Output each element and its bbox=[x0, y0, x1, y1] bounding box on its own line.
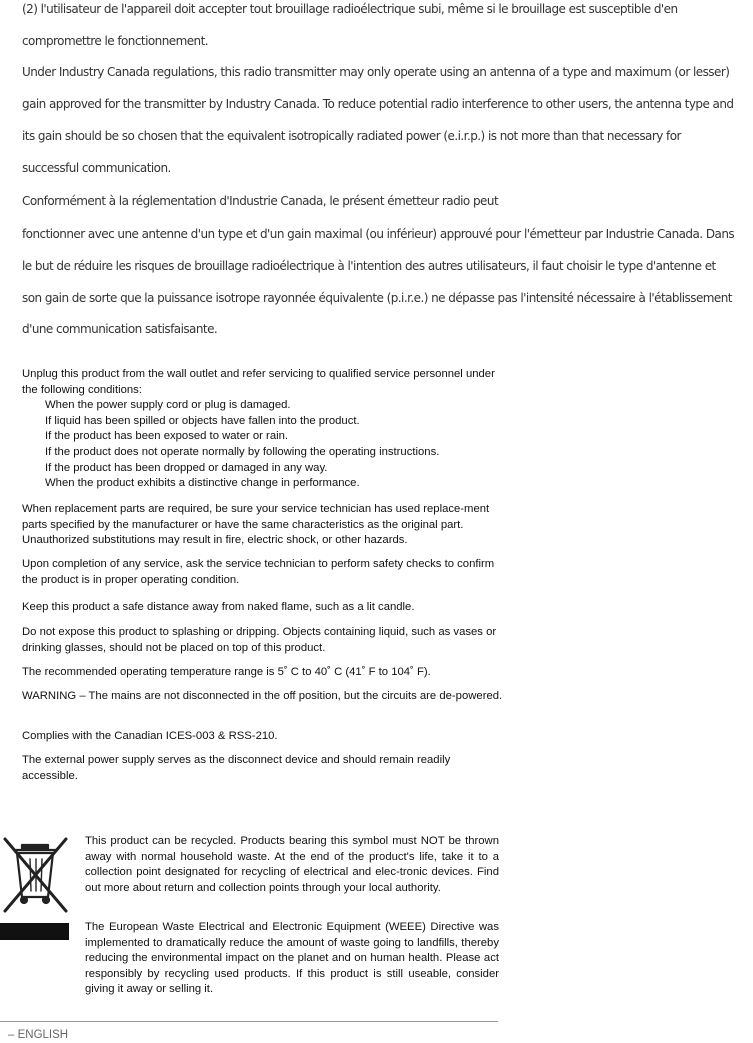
notice-line: (2) l'utilisateur de l'appareil doit accepter tout brouillage radioélectrique subi, même si le brouillage est susceptible d'en bbox=[22, 2, 678, 16]
service-completion-text: Upon completion of any service, ask the service technician to perform safety checks to confirm the product is in proper operating condition. bbox=[22, 558, 495, 586]
page-footer-language: – ENGLISH bbox=[8, 1029, 69, 1041]
power-supply-text: The external power supply serves as the disconnect device and should remain readily accessible. bbox=[22, 754, 451, 782]
mains-warning-text: WARNING – The mains are not disconnected in the off position, but the circuits are de-powered. bbox=[22, 690, 503, 702]
notice-line: successful communication. bbox=[22, 161, 171, 175]
notice-line: Under Industry Canada regulations, this radio transmitter may only operate using an antenna of a type and maximum (or lesser) bbox=[22, 65, 730, 79]
compliance-text: Complies with the Canadian ICES-003 & RSS-210. bbox=[22, 730, 278, 742]
condition-item: When the product exhibits a distinctive change in performance. bbox=[45, 477, 360, 490]
condition-item: If the product does not operate normally by following the operating instructions. bbox=[45, 445, 440, 458]
flame-warning-text: Keep this product a safe distance away from naked flame, such as a lit candle. bbox=[22, 601, 415, 613]
recycling-paragraph: This product can be recycled. Products bearing this symbol must NOT be thrown away with normal household waste. At the end of the product's life, take it to a collection point designated for recycling of electrical and elec-tronic devices. Find out more about return and collection points through your local authority. bbox=[85, 835, 499, 894]
condition-list bbox=[22, 398, 504, 492]
condition-item: When the power supply cord or plug is damaged. bbox=[45, 399, 291, 412]
notice-line: le but de réduire les risques de brouillage radioélectrique à l'intention des autres utilisateurs, il faut choisir le type d'antenne et bbox=[22, 259, 716, 273]
notice-line: its gain should be so chosen that the equivalent isotropically radiated power (e.i.r.p.) is not more than that necessary for bbox=[22, 129, 681, 143]
condition-item: If the product has been dropped or damaged in any way. bbox=[45, 461, 328, 474]
unplug-intro: Unplug this product from the wall outlet and refer servicing to qualified service personnel under the following conditions: bbox=[22, 368, 495, 396]
unplug-section bbox=[22, 367, 504, 492]
notice-line: gain approved for the transmitter by Industry Canada. To reduce potential radio interference to other users, the antenna type and bbox=[22, 97, 734, 111]
weee-crossed-bin-icon bbox=[0, 833, 70, 941]
notice-line: Conformément à la réglementation d'Industrie Canada, le présent émetteur radio peut bbox=[22, 194, 499, 208]
condition-item: If liquid has been spilled or objects have fallen into the product. bbox=[45, 414, 360, 427]
splash-warning-text: Do not expose this product to splashing or dripping. Objects containing liquid, such as vases or drinking glasses, should not be placed on top of this product. bbox=[22, 626, 497, 654]
replacement-parts-text: When replacement parts are required, be sure your service technician has used replace-ment parts specified by the manufacturer or have the same characteristics as the original part. Unauthorized substitutions may result in fire, electric shock, or other hazards. bbox=[22, 503, 490, 547]
notice-line: fonctionner avec une antenne d'un type et d'un gain maximal (ou inférieur) approuvé pour l'émetteur par Industrie Canada. Dans bbox=[22, 227, 735, 241]
temperature-text: The recommended operating temperature range is 5˚ C to 40˚ C (41˚ F to 104˚ F). bbox=[22, 666, 431, 678]
notice-line: compromettre le fonctionnement. bbox=[22, 34, 209, 48]
notice-line: son gain de sorte que la puissance isotrope rayonnée équivalente (p.i.r.e.) ne dépasse pas l'intensité nécessaire à l'établissement bbox=[22, 291, 732, 305]
footer-divider bbox=[0, 1021, 498, 1022]
weee-directive-paragraph: The European Waste Electrical and Electronic Equipment (WEEE) Directive was implemented to dramatically reduce the amount of waste going to landfills, thereby reducing the environmental impact on the planet and on human health. Please act responsibly by recycling used products. If this product is still useable, consider giving it away or selling it. bbox=[85, 921, 499, 996]
condition-item: If the product has been exposed to water or rain. bbox=[45, 430, 289, 443]
notice-line: d'une communication satisfaisante. bbox=[22, 322, 218, 336]
